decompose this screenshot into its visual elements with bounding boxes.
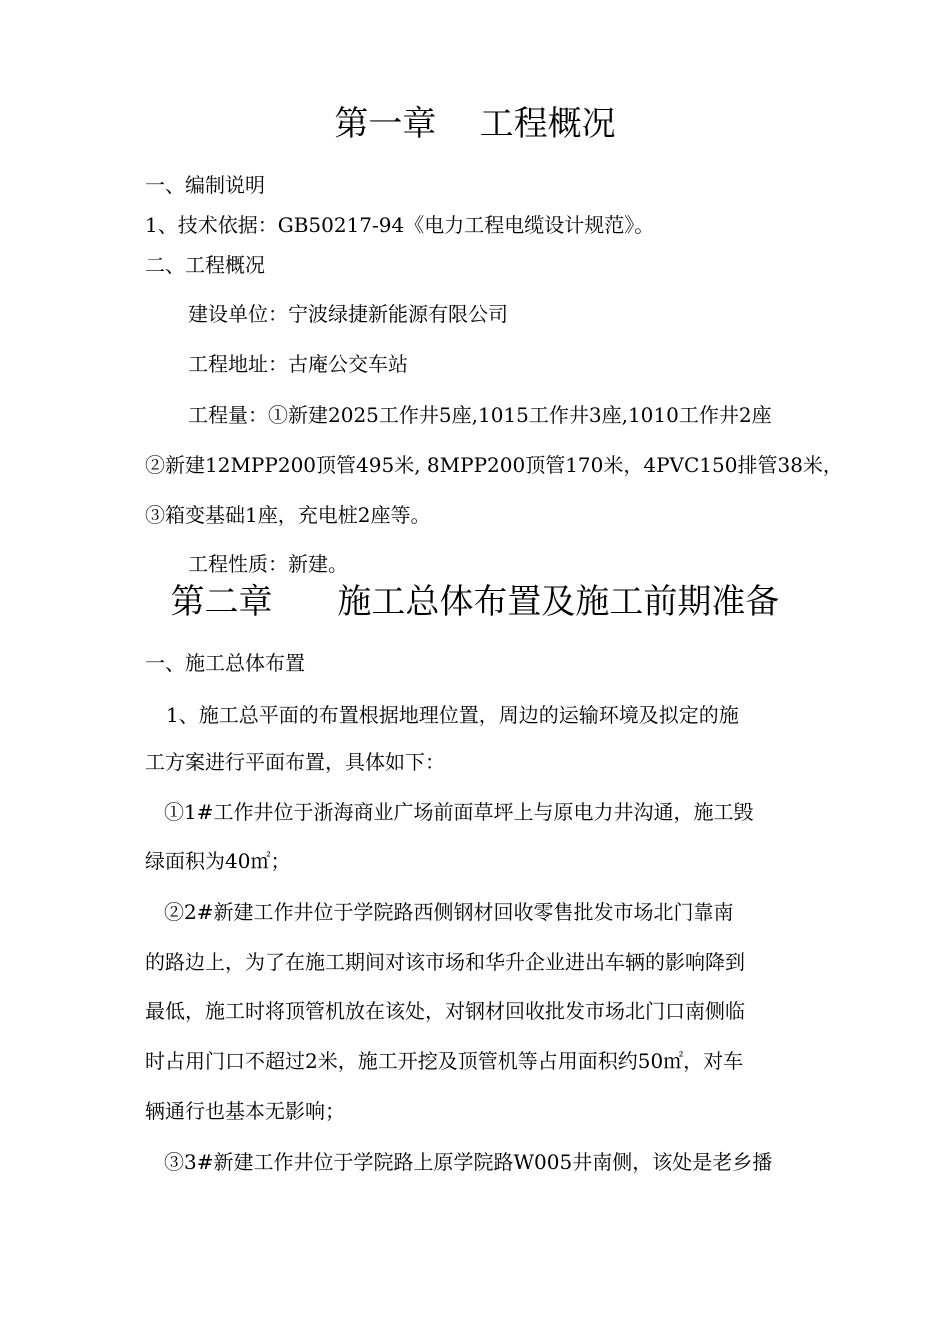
section-heading-layout: 一、施工总体布置 bbox=[145, 651, 305, 675]
project-address-line: 工程地址：古庵公交车站 bbox=[188, 352, 408, 376]
chapter-2-title: 第二章 施工总体布置及施工前期准备 bbox=[170, 582, 780, 622]
quantity-line-3: ③箱变基础1座，充电桩2座等。 bbox=[145, 503, 431, 527]
layout-paragraph-line-1: 1、施工总平面的布置根据地理位置，周边的运输环境及拟定的施 bbox=[166, 703, 739, 727]
construction-unit-line: 建设单位：宁波绿捷新能源有限公司 bbox=[188, 302, 508, 326]
quantity-line-2: ②新建12MPP200顶管495米, 8MPP200顶管170米，4PVC150排管38米， bbox=[145, 453, 843, 477]
item-2-line-2: 的路边上，为了在施工期间对该市场和华升企业进出车辆的影响降到 bbox=[145, 950, 745, 974]
item-3-line-1: ③3#新建工作井位于学院路上原学院路W005井南侧，该处是老乡播 bbox=[164, 1150, 773, 1174]
item-2-line-4: 时占用门口不超过2米，施工开挖及顶管机等占用面积约50㎡，对车 bbox=[145, 1049, 744, 1073]
tech-basis-line: 1、技术依据：GB50217-94《电力工程电缆设计规范》。 bbox=[145, 213, 655, 237]
item-1-line-2: 绿面积为40㎡； bbox=[145, 849, 291, 873]
item-1-line-1: ①1#工作井位于浙海商业广场前面草坪上与原电力井沟通，施工毁 bbox=[164, 800, 754, 824]
layout-paragraph-line-2: 工方案进行平面布置，具体如下： bbox=[145, 750, 445, 774]
chapter-1-title: 第一章 工程概况 bbox=[334, 104, 616, 144]
item-2-line-3: 最低，施工时将顶管机放在该处，对钢材回收批发市场北门口南侧临 bbox=[145, 999, 745, 1023]
section-heading-overview: 二、工程概况 bbox=[145, 253, 265, 277]
section-heading-compilation: 一、编制说明 bbox=[145, 173, 265, 197]
item-2-line-1: ②2#新建工作井位于学院路西侧钢材回收零售批发市场北门靠南 bbox=[164, 900, 734, 924]
quantity-line-1: 工程量：①新建2025工作井5座,1015工作井3座,1010工作井2座 bbox=[188, 403, 772, 427]
item-2-line-5: 辆通行也基本无影响； bbox=[145, 1099, 345, 1123]
project-nature-line: 工程性质：新建。 bbox=[188, 552, 348, 576]
